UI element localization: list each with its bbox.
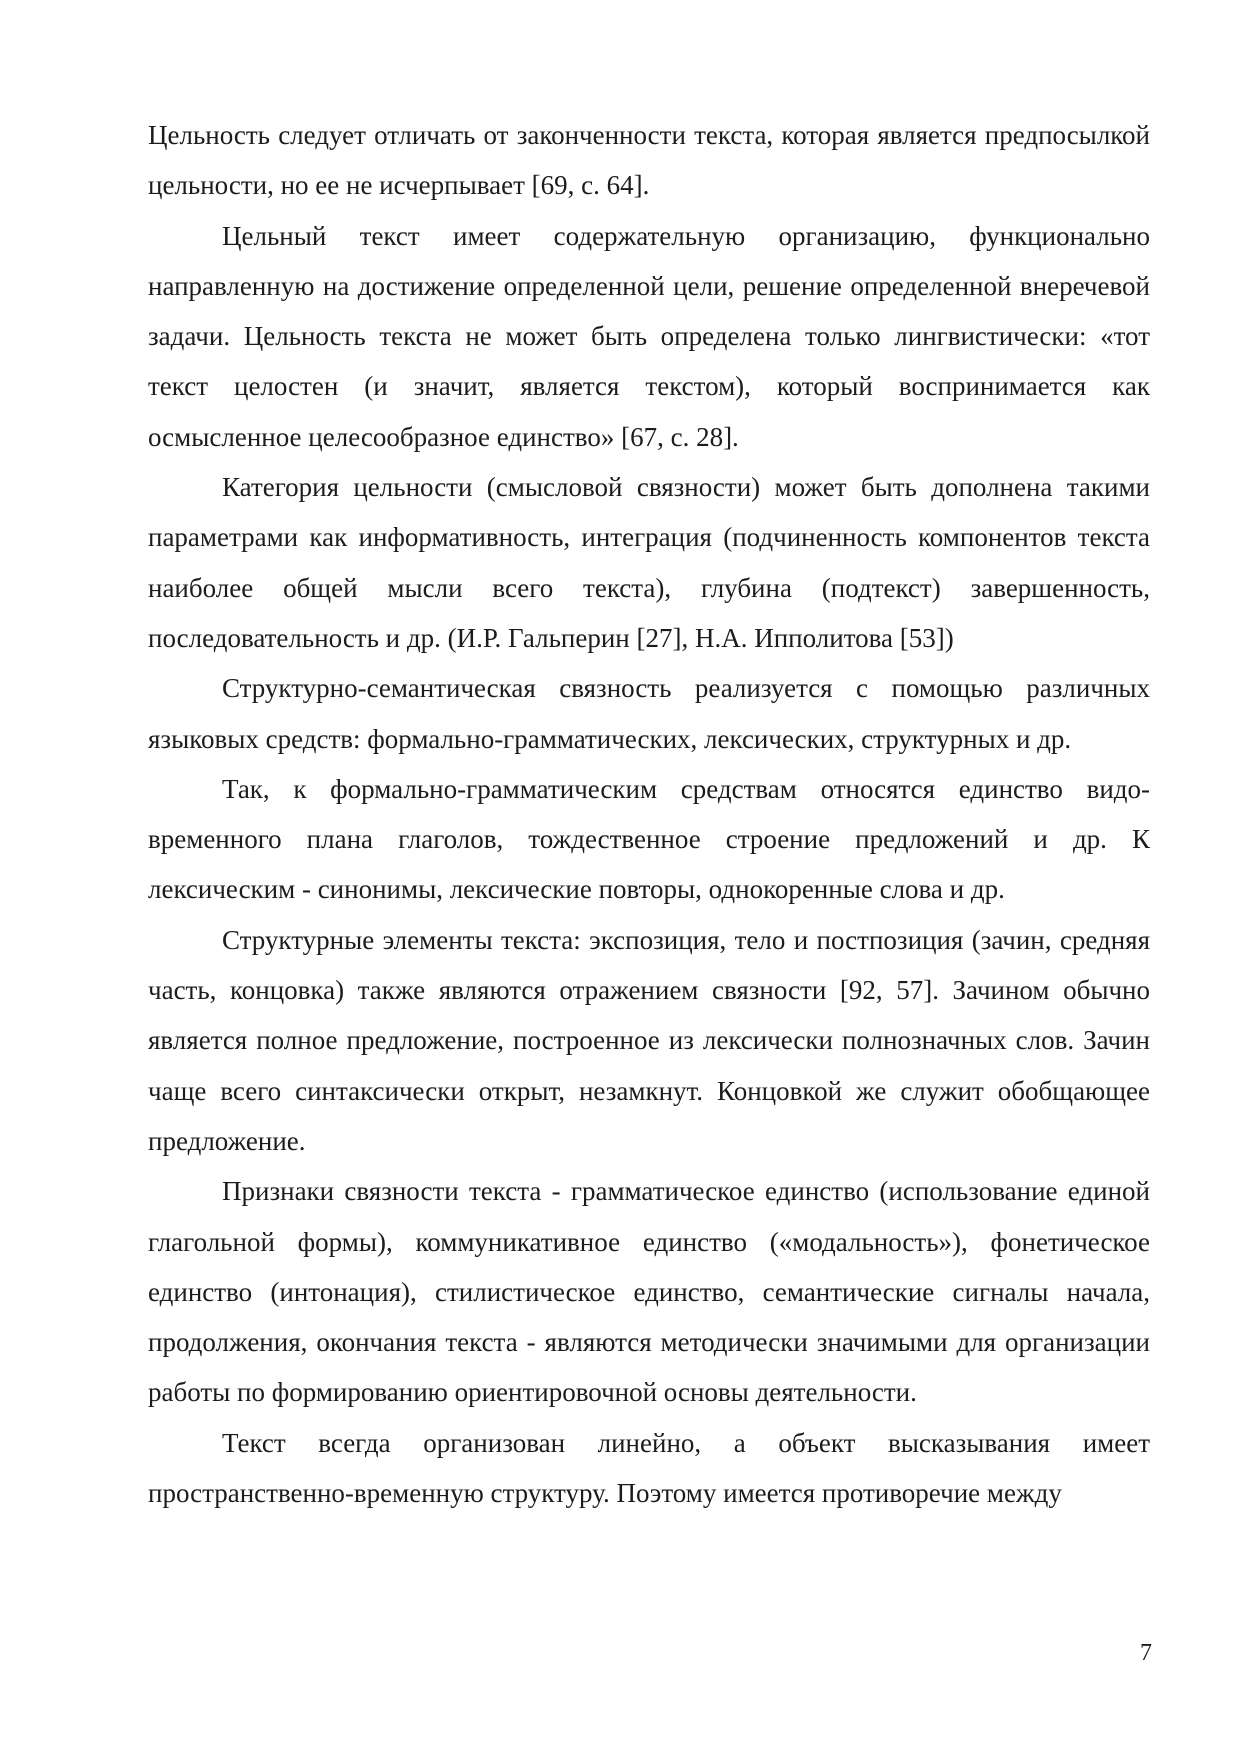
paragraph-6: Структурные элементы текста: экспозиция, тело и постпозиция (зачин, средняя часть, концовка) также являются отражением связности [92, 57]. Зачином обычно является полное предложение, построенное из лексически полнозначных слов. Зачин чаще всего синтаксически открыт, незамкнут. Концовкой же служит обобщающее предложение. (148, 924, 1150, 1156)
paragraph-5: Так, к формально-грамматическим средствам относятся единство видо-временного плана глаголов, тождественное строение предложений и др. К лексическим - синонимы, лексические повторы, однокоренные слова и др. (148, 773, 1150, 905)
body-text (148, 110, 1150, 1518)
paragraph-1: Цельность следует отличать от законченности текста, которая является предпосылкой цельности, но ее не исчерпывает [69, с. 64]. (148, 120, 1150, 201)
page-number: 7 (1140, 1640, 1152, 1666)
paragraph-7: Признаки связности текста - грамматическое единство (использование единой глагольной формы), коммуникативное единство («модальность»), фонетическое единство (интонация), стилистическое единство, семантические сигналы начала, продолжения, окончания текста - являются методически значимыми для организации работы по формированию ориентировочной основы деятельности. (148, 1176, 1150, 1408)
paragraph-4: Структурно-семантическая связность реализуется с помощью различных языковых средств: формально-грамматических, лексических, структурных и др. (148, 673, 1150, 754)
paragraph-8: Текст всегда организован линейно, а объект высказывания имеет пространственно-временную структуру. Поэтому имеется противоречие между (148, 1427, 1150, 1509)
paragraph-2: Цельный текст имеет содержательную организацию, функционально направленную на достижение определенной цели, решение определенной внеречевой задачи. Цельность текста не может быть определена только лингвистически: «тот текст целостен (и значит, является текстом), который воспринимается как осмысленное целесообразное единство» [67, с. 28]. (148, 220, 1150, 452)
paragraph-3: Категория цельности (смысловой связности) может быть дополнена такими параметрами как информативность, интеграция (подчиненность компонентов текста наиболее общей мысли всего текста), глубина (подтекст) завершенность, последовательность и др. (И.Р. Гальперин [27], Н.А. Ипполитова [53]) (148, 472, 1150, 653)
